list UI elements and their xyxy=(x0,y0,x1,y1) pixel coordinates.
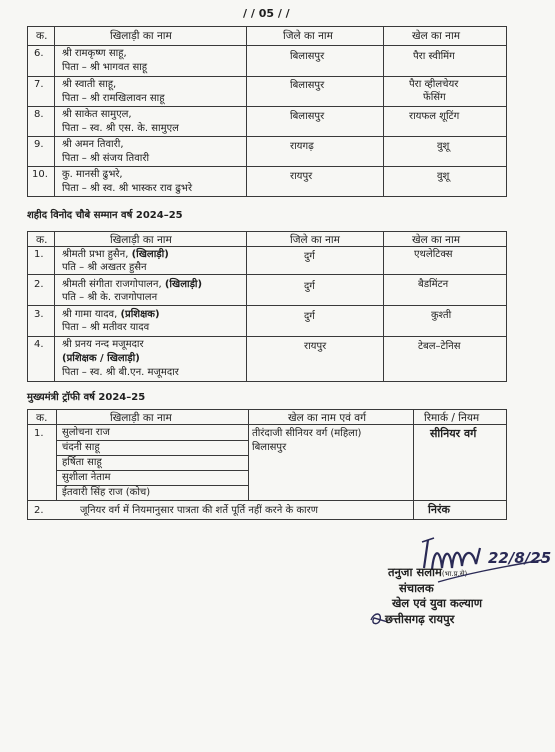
player-name: श्री गामा यादव, (प्रशिक्षक) xyxy=(62,309,160,320)
father-name: पिता – श्री भागवत साहू xyxy=(62,62,148,73)
header-sport: खेल का नाम xyxy=(412,30,460,42)
spouse-name: पति – श्री के. राजगोपालन xyxy=(62,292,158,303)
header-sn: क. xyxy=(36,30,48,42)
header-player-name: खिलाड़ी का नाम xyxy=(110,30,172,42)
father-name: पिता – स्व. श्री एस. के. सामुएल xyxy=(62,123,179,134)
sport: पैरा व्हीलचेयर xyxy=(409,79,459,90)
sport: एथलेटिक्स xyxy=(414,249,453,260)
sport: वुशू xyxy=(437,141,450,152)
district: बिलासपुर xyxy=(252,442,287,453)
sport: बैडमिंटन xyxy=(418,279,449,290)
date-strike-line xyxy=(436,556,546,586)
spouse-name: पति – श्री अखतर हुसैन xyxy=(62,262,147,273)
team-member-name: सुशीला नेताम xyxy=(62,472,111,483)
department: खेल एवं युवा कल्याण xyxy=(392,596,483,610)
sport: रायफल शूटिंग xyxy=(409,111,460,122)
serial-number: 1. xyxy=(34,428,44,439)
player-name: श्री प्रनय नन्द मजूमदार xyxy=(62,339,144,350)
player-name: श्रीमती संगीता राजगोपालन, (खिलाड़ी) xyxy=(62,279,203,290)
section-title-shaheed-vinod-choubey: शहीद विनोद चौबे सम्मान वर्ष 2024–25 xyxy=(27,210,183,221)
sport: टेबल–टेनिस xyxy=(418,341,461,352)
sport-line-2: फेंसिंग xyxy=(423,92,446,103)
father-name: पिता – श्री संजय तिवारी xyxy=(62,153,150,164)
serial-number: 1. xyxy=(34,249,44,260)
remark: निरंक xyxy=(428,503,450,516)
team-member-name: ईतवारी सिंह राज (कोच) xyxy=(62,487,151,498)
serial-number: 6. xyxy=(34,48,44,59)
header-sn: क. xyxy=(36,234,48,246)
sport: वुशू xyxy=(437,171,450,182)
team-member-name: चंदनी साहू xyxy=(62,442,100,453)
page-number: / / 05 / / xyxy=(243,7,290,20)
header-sport-category: खेल का नाम एवं वर्ग xyxy=(288,412,367,424)
header-player-name: खिलाड़ी का नाम xyxy=(110,412,172,424)
header-sport: खेल का नाम xyxy=(412,234,460,246)
serial-number: 7. xyxy=(34,79,44,90)
header-player-name: खिलाड़ी का नाम xyxy=(110,234,172,246)
sport-category: तीरंदाजी सीनियर वर्ग (महिला) xyxy=(252,428,362,439)
team-member-name: सुलोचना राज xyxy=(62,427,110,438)
player-name: श्री अमन तिवारी, xyxy=(62,139,124,150)
district: रायपुर xyxy=(290,171,313,182)
section-title-cm-trophy: मुख्यमंत्री ट्रॉफी वर्ष 2024–25 xyxy=(27,392,146,403)
player-name: श्री रामकृष्ण साहू, xyxy=(62,48,127,59)
district: दुर्ग xyxy=(304,251,315,262)
district: बिलासपुर xyxy=(290,111,325,122)
serial-number: 4. xyxy=(34,339,44,350)
ineligibility-reason: जूनियर वर्ग में नियमानुसार पात्रता की शर्ते पूर्ति नहीं करने के कारण xyxy=(80,505,318,516)
role-tag: (प्रशिक्षक) xyxy=(120,309,160,320)
header-remark: रिमार्क / नियम xyxy=(424,412,480,424)
player-name: श्रीमती प्रभा हुसैन, (खिलाड़ी) xyxy=(62,249,169,260)
district: बिलासपुर xyxy=(290,51,325,62)
district: दुर्ग xyxy=(304,281,315,292)
district: रायपुर xyxy=(304,341,327,352)
district: रायगढ़ xyxy=(290,141,314,152)
sport: पैरा स्वीमिंग xyxy=(413,51,455,62)
designation: संचालक xyxy=(399,581,434,595)
place: छत्तीसगढ़ रायपुर xyxy=(385,612,455,626)
remark: सीनियर वर्ग xyxy=(430,427,477,440)
father-name: पिता – श्री मतीवर यादव xyxy=(62,322,150,333)
role-tag: (खिलाड़ी) xyxy=(164,279,203,290)
player-name: श्री स्वाती साहू, xyxy=(62,79,117,90)
team-member-name: हर्षिता साहू xyxy=(62,457,102,468)
header-sn: क. xyxy=(36,412,48,424)
role-tag: (खिलाड़ी) xyxy=(131,249,169,260)
father-name: पिता – श्री स्व. श्री भास्कर राव ढुभरे xyxy=(62,183,193,194)
signature-date: 22/8/25 xyxy=(488,549,552,567)
district: दुर्ग xyxy=(304,311,315,322)
player-name: श्री साकेत सामुएल, xyxy=(62,109,132,120)
serial-number: 10. xyxy=(32,169,48,180)
serial-number: 2. xyxy=(34,279,44,290)
player-name: कु. मानसी ढुभरे, xyxy=(62,169,123,180)
signatory-name: तनुजा सलाम(भा.प्र.से) xyxy=(388,565,468,579)
serial-number: 3. xyxy=(34,309,44,320)
father-name: पिता – श्री रामखिलावन साहू xyxy=(62,93,165,104)
header-district: जिले का नाम xyxy=(290,234,340,246)
role-tag: (प्रशिक्षक / खिलाड़ी) xyxy=(62,353,140,364)
serial-number: 9. xyxy=(34,139,44,150)
serial-number: 8. xyxy=(34,109,44,120)
serial-number: 2. xyxy=(34,505,44,516)
district: बिलासपुर xyxy=(290,80,325,91)
father-name: पिता – स्व. श्री बी.एन. मजूमदार xyxy=(62,367,179,378)
sport: कुश्ती xyxy=(431,310,452,321)
header-district: जिले का नाम xyxy=(283,30,333,42)
